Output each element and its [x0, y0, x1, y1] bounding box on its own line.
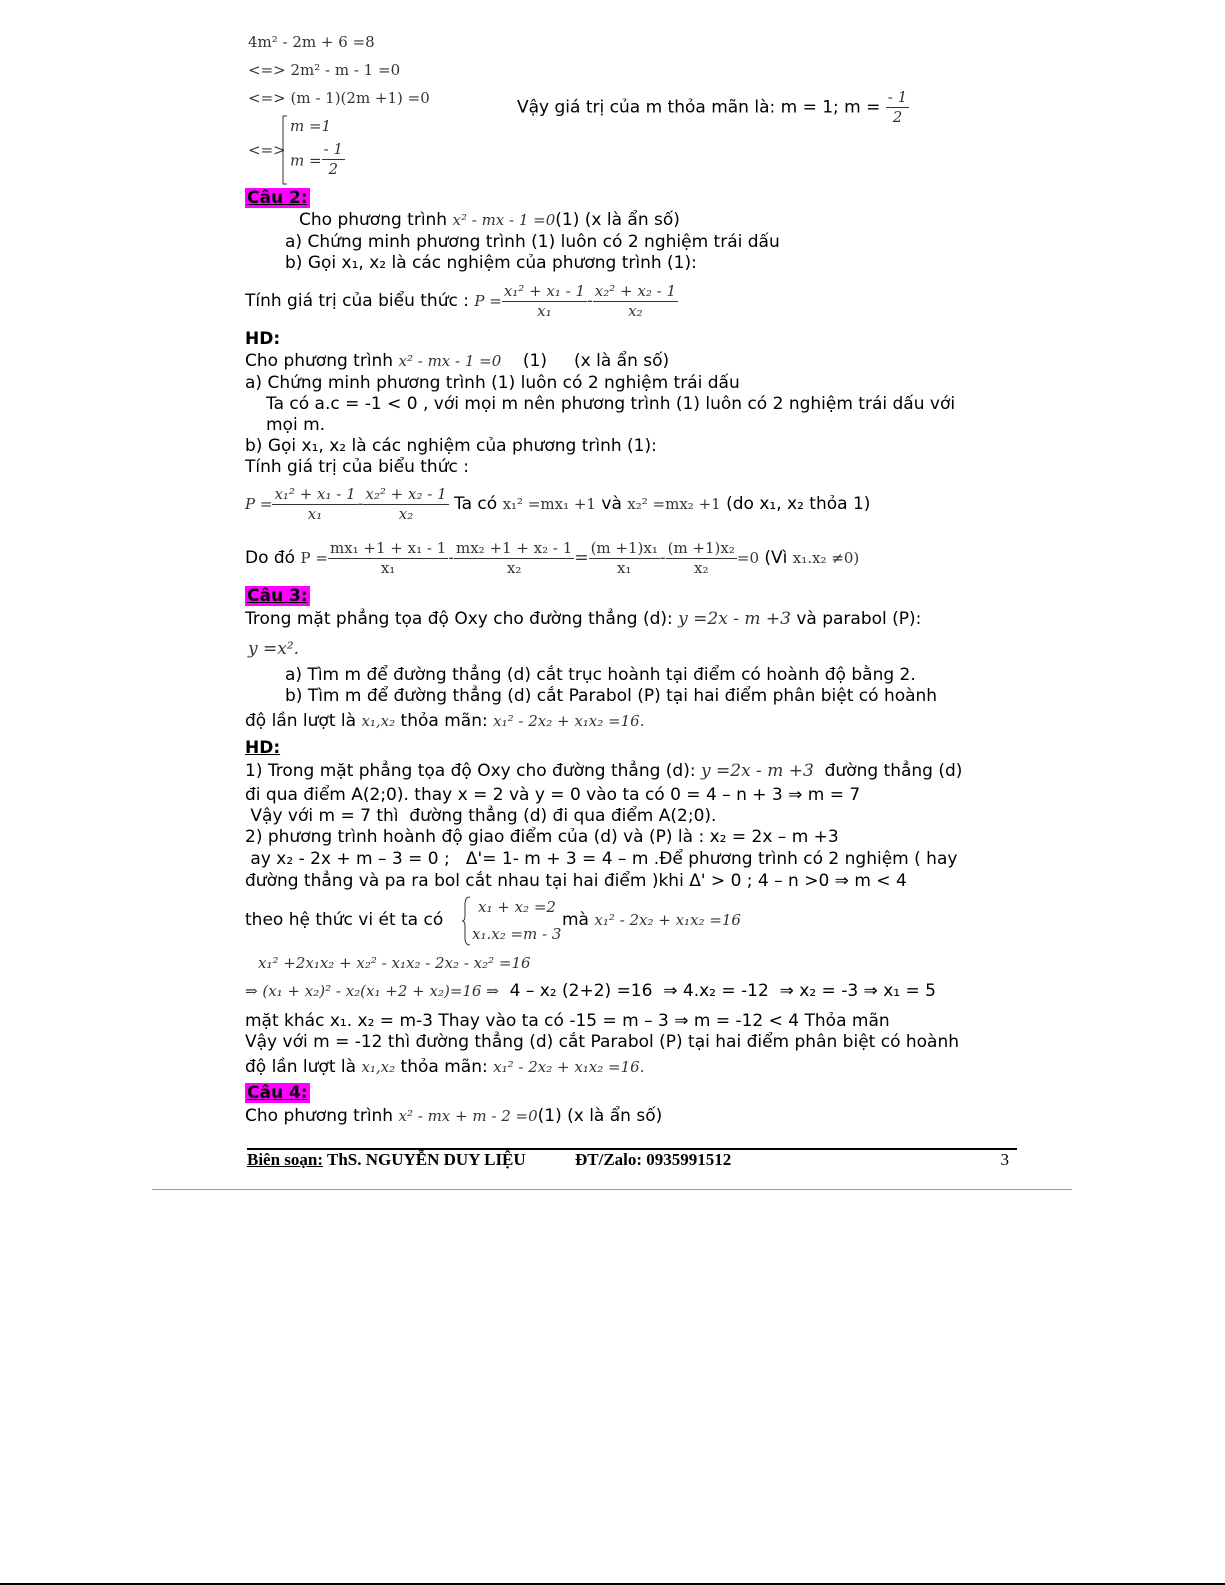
question-2-part-a: a) Chứng minh phương trình (1) luôn có 2 nghiệm trái dấu — [285, 232, 780, 252]
question-2-part-b: b) Gọi x₁, x₂ là các nghiệm của phương trình (1): — [285, 253, 697, 273]
question-2-label: Câu 2: — [247, 188, 308, 208]
hint-2-part-a-body-1: Ta có a.c = -1 < 0 , với mọi m nên phương trình (1) luôn có 2 nghiệm trái dấu với — [266, 394, 956, 414]
question-3-part-b: b) Tìm m để đường thẳng (d) cắt Parabol (P) tại hai điểm phân biệt có hoành — [285, 686, 938, 706]
hint-3-line-12: độ lần lượt là x₁,x₂ thỏa mãn: x₁² - 2x₂ + x₁x₂ =16. — [245, 1057, 645, 1077]
system-line-1: m =1 — [290, 117, 332, 135]
hint-3-line-10: mặt khác x₁. x₂ = m-3 Thay vào ta có -15 = m – 3 ⇒ m = -12 < 4 Thỏa mãn — [245, 1011, 890, 1031]
parabola-equation: y =x². — [248, 639, 300, 659]
system-line-2: m = $\frac{- 1}{2}$ — [290, 140, 343, 178]
conclusion-line: Vậy giá trị của m thỏa mãn là: m = 1; m = $\frac{- 1}{2}$ — [517, 88, 908, 126]
hint-2-part-b-title: b) Gọi x₁, x₂ là các nghiệm của phương trình (1): — [245, 436, 657, 456]
question-2-expression: Tính giá trị của biểu thức : P = $\frac{\text{x₁² + x₁ - 1}}{\text{x₁}}$ - $\frac{\text{x₂² + x₂ - 1}}{\text{x₂}}$ — [245, 281, 676, 320]
hint-3-line-9: ⇒ (x₁ + x₂)² - x₂(x₁ +2 + x₂)=16 ⇒ 4 – x₂ (2+2) =16 ⇒ 4.x₂ = -12 ⇒ x₂ = -3 ⇒ x₁ = 5 — [245, 981, 936, 1001]
fraction-numerator: - 1 — [887, 88, 908, 106]
hint-3-line-7: theo hệ thức vi ét ta có — [245, 910, 444, 930]
hint-3-line-4: 2) phương trình hoành độ giao điểm của (d) và (P) là : x₂ = 2x – m +3 — [245, 827, 839, 847]
footer-author: Biên soạn: ThS. NGUYỄN DUY LIỆU — [247, 1150, 526, 1169]
eq-line-2: <=> 2m² - m - 1 =0 — [248, 61, 401, 79]
question-4-intro: Cho phương trình x² - mx + m - 2 =0(1) (x là ẩn số) — [245, 1106, 663, 1126]
vieta-sum: x₁ + x₂ =2 — [478, 898, 556, 916]
system-arrow: <=> — [248, 141, 286, 159]
hint-3-line-7-cond: mà x₁² - 2x₂ + x₁x₂ =16 — [562, 910, 741, 930]
page-footer — [247, 1148, 1017, 1172]
page-number: 3 — [1000, 1150, 1009, 1169]
question-3-part-a: a) Tìm m để đường thẳng (d) cắt trục hoành tại điểm có hoành độ bằng 2. — [285, 665, 916, 685]
fraction-numerator: - 1 — [323, 140, 343, 158]
question-3-part-b-cont: độ lần lượt là x₁,x₂ thỏa mãn: x₁² - 2x₂ + x₁x₂ =16. — [245, 711, 645, 731]
hint-3-line-6: đường thẳng và pa ra bol cắt nhau tại hai điểm )khi Δ' > 0 ; 4 – n >0 ⇒ m < 4 — [245, 871, 907, 891]
vieta-system-brace — [461, 896, 471, 946]
footer-contact: ĐT/Zalo: 0935991512 — [575, 1150, 732, 1169]
question-4-label: Câu 4: — [247, 1083, 308, 1103]
hint-2-result: Do đó P = $\frac{\text{mx₁ +1 + x₁ - 1}}{\text{x₁}}$ - $\frac{\text{mx₂ +1 + x₂ - 1}}{\text{x₂}}$ = $\frac{\text{(m +1)x₁}}{\text{x₁}}$ - $\frac{\text{(m +1)x₂}}{\text{x₂}}$ =0 (Vì x₁.x₂ ≠0) — [245, 538, 860, 577]
question-3-intro: Trong mặt phẳng tọa độ Oxy cho đường thẳng (d): y =2x - m +3 và parabol (P): — [245, 609, 922, 629]
hint-3-line-1: 1) Trong mặt phẳng tọa độ Oxy cho đường thẳng (d): y =2x - m +3 đường thẳng (d) — [245, 761, 963, 781]
hint-2-part-a-body-2: mọi m. — [266, 415, 326, 435]
question-2-intro: Cho phương trình x² - mx - 1 =0(1) (x là ẩn số) — [299, 210, 680, 230]
hint-2-line-1: Cho phương trình x² - mx - 1 =0 (1) (x là ẩn số) — [245, 351, 670, 371]
vieta-product: x₁.x₂ =m - 3 — [472, 925, 562, 943]
fraction-denominator: 2 — [328, 160, 339, 178]
hint-3-line-11: Vậy với m = -12 thì đường thẳng (d) cắt Parabol (P) tại hai điểm phân biệt có hoành — [245, 1032, 960, 1052]
hint-3-line-5: ay x₂ - 2x + m – 3 = 0 ; Δ'= 1- m + 3 = 4 – m .Để phương trình có 2 nghiệm ( hay — [245, 849, 958, 869]
page-separator — [152, 1189, 1072, 1190]
hint-3-line-8: x₁² +2x₁x₂ + x₂² - x₁x₂ - 2x₂ - x₂² =16 — [258, 954, 531, 972]
hint-2-part-a-title: a) Chứng minh phương trình (1) luôn có 2 nghiệm trái dấu — [245, 373, 740, 393]
hint-2-label: HD: — [245, 329, 281, 349]
fraction-denominator: 2 — [892, 108, 903, 126]
hint-3-label: HD: — [245, 738, 281, 758]
hint-3-line-2: đi qua điểm A(2;0). thay x = 2 và y = 0 vào ta có 0 = 4 – n + 3 ⇒ m = 7 — [245, 785, 861, 805]
eq-line-1: 4m² - 2m + 6 =8 — [248, 33, 375, 51]
system-bracket — [282, 115, 288, 185]
hint-2-p-expression: P = $\frac{\text{x₁² + x₁ - 1}}{\text{x₁}}$ - $\frac{\text{x₂² + x₂ - 1}}{\text{x₂}}$ Ta có x₁² =mx₁ +1 và x₂² =mx₂ +1 (do x₁, x₂ thỏa 1) — [245, 484, 871, 523]
hint-3-line-3: Vậy với m = 7 thì đường thẳng (d) đi qua điểm A(2;0). — [245, 806, 717, 826]
question-3-label: Câu 3: — [247, 586, 308, 606]
eq-line-3: <=> (m - 1)(2m +1) =0 — [248, 89, 430, 107]
hint-2-part-b-expr: Tính giá trị của biểu thức : — [245, 457, 469, 477]
